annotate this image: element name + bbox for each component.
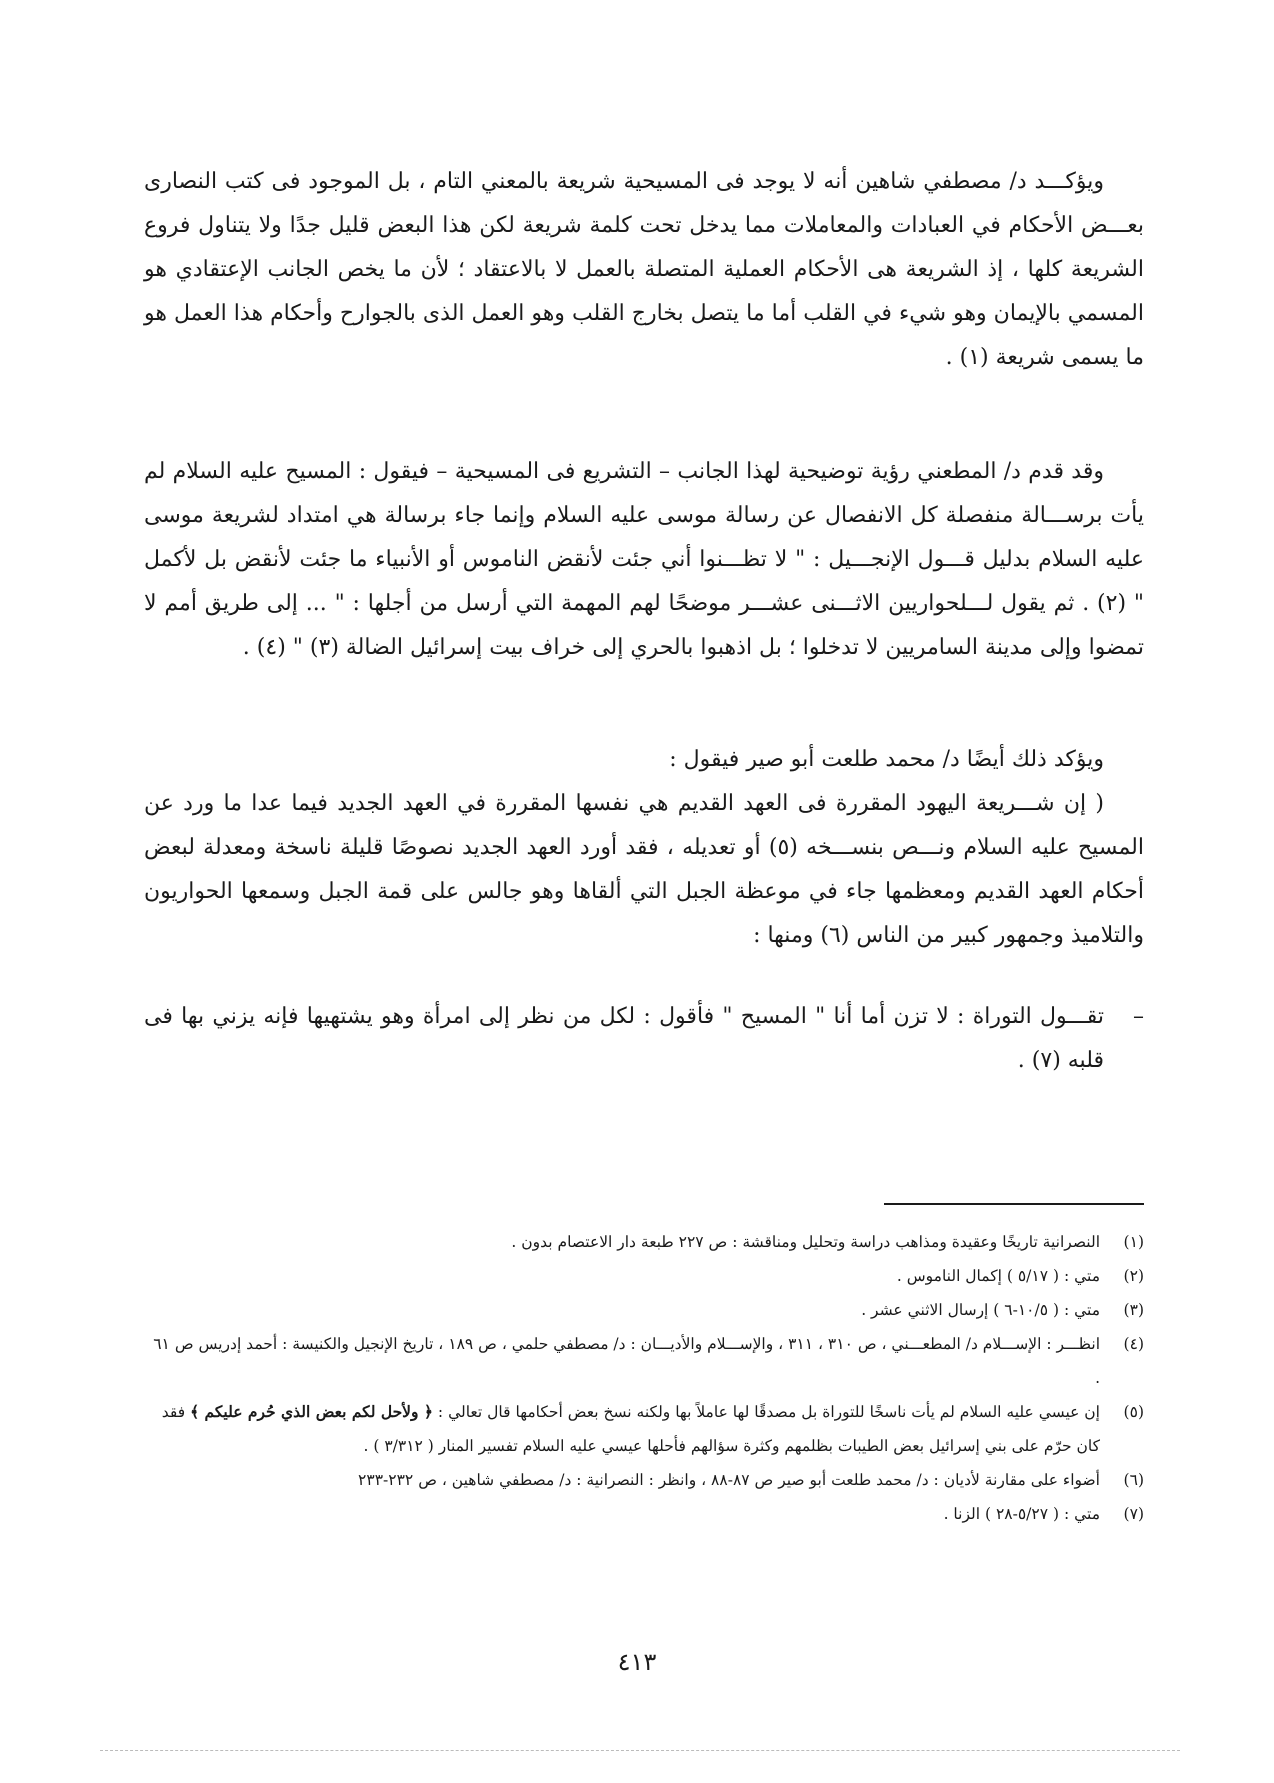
footnote-text: أضواء على مقارنة لأديان : د/ محمد طلعت أبو صير ص ٨٧-٨٨ ، وانظر : النصرانية : د/ مصطفي شاهين ، ص ٢٣٢-٢٣٣ bbox=[358, 1471, 1100, 1489]
footnote-7 bbox=[144, 1497, 1144, 1531]
footnotes-section bbox=[144, 1225, 1144, 1531]
paragraph-1 bbox=[144, 160, 1144, 380]
page-number: ٤١٣ bbox=[617, 1648, 657, 1676]
footnote-text-before: إن عيسي عليه السلام لم يأت ناسخًا للتوراة بل مصدقًا لها عاملاً بها ولكنه نسخ بعض أحكامها قال تعالي : bbox=[437, 1403, 1100, 1421]
dash-list-item bbox=[144, 995, 1144, 1083]
paragraph-3-text: ويؤكد ذلك أيضًا د/ محمد طلعت أبو صير فيقول : bbox=[669, 747, 1104, 772]
dash-bullet: – bbox=[1133, 1004, 1144, 1029]
footnote-text-after: فقد كان حرّم على بني إسرائيل بعض الطيبات بظلمهم وكثرة سؤالهم فأحلها عيسي عليه السلام تفسير المنار ( ٣/٣١٢ ) . bbox=[161, 1403, 1100, 1455]
bottom-scan-artifact bbox=[100, 1750, 1180, 1753]
footnote-text: متي : ( ١٠/٥-٦ ) إرسال الاثني عشر . bbox=[861, 1301, 1100, 1319]
footnote-1 bbox=[144, 1225, 1144, 1259]
paragraph-2-text: وقد قدم د/ المطعني رؤية توضيحية لهذا الجانب – التشريع فى المسيحية – فيقول : المسيح عليه السلام لم يأت برســـالة منفصلة كل الانفصال عن رسالة موسى عليه السلام وإنما جاء برسالة هي امتداد لشريعة موسى عليه السلام بدليل قـــول الإنجـــيل : " لا تظـــنوا أني جئت لأنقض الناموس أو الأنبياء ما جئت لأنقض بل لأكمل " (٢) . ثم يقول لـــلحواريين الاثـــنى عشـــر موضحًا لهم المهمة التي أرسل من أجلها : " ... إلى طريق أمم لا تمضوا وإلى مدينة السامريين لا تدخلوا ؛ بل اذهبوا بالحري إلى خراف بيت إسرائيل الضالة (٣) " (٤) . bbox=[144, 459, 1145, 660]
footnote-5 bbox=[144, 1395, 1144, 1463]
footnote-text: متي : ( ٥/١٧ ) إكمال الناموس . bbox=[896, 1267, 1100, 1285]
footnote-number: (٣) bbox=[1123, 1301, 1144, 1319]
footnote-text: انظـــر : الإســـلام د/ المطعـــني ، ص ٣١٠ ، ٣١١ ، والإســـلام والأديـــان : د/ مصطفي حلمي ، ص ١٨٩ ، تاريخ الإنجيل والكنيسة : أحمد إدريس ص ٦١ . bbox=[153, 1335, 1100, 1387]
footnote-separator bbox=[884, 1203, 1144, 1205]
dash-item-text: تقـــول التوراة : لا تزن أما أنا " المسيح " فأقول : لكل من نظر إلى امرأة وهو يشتهيها فإنه يزني بها فى قلبه (٧) . bbox=[144, 1004, 1104, 1073]
footnote-number: (٢) bbox=[1123, 1267, 1144, 1285]
footnote-number: (٤) bbox=[1123, 1335, 1144, 1353]
paragraph-1-text: ويؤكـــد د/ مصطفي شاهين أنه لا يوجد فى المسيحية شريعة بالمعني التام ، بل الموجود فى كتب النصارى بعـــض الأحكام في العبادات والمعاملات مما يدخل تحت كلمة شريعة لكن هذا البعض قليل جدًا ولا يتناول فروع الشريعة كلها ، إذ الشريعة هى الأحكام العملية المتصلة بالعمل لا بالاعتقاد ؛ لأن ما يخص الجانب الإعتقادي هو المسمي بالإيمان وهو شيء في القلب أما ما يتصل بخارج القلب وهو العمل الذى بالجوارح وأحكام هذا العمل هو ما يسمى شريعة (١) . bbox=[144, 169, 1144, 370]
paragraph-3 bbox=[144, 738, 1144, 782]
footnote-3 bbox=[144, 1293, 1144, 1327]
paragraph-4-quote bbox=[144, 782, 1144, 958]
footnote-number: (٥) bbox=[1123, 1403, 1144, 1421]
footnote-number: (٧) bbox=[1123, 1505, 1144, 1523]
footnote-number: (٦) bbox=[1123, 1471, 1144, 1489]
quran-verse: ﴿ ولأحل لكم بعض الذي حُرم عليكم ﴾ bbox=[190, 1402, 433, 1421]
footnote-2 bbox=[144, 1259, 1144, 1293]
footnote-number: (١) bbox=[1123, 1233, 1144, 1251]
footnote-6 bbox=[144, 1463, 1144, 1497]
paragraph-2 bbox=[144, 450, 1144, 670]
paragraph-5-dash-item bbox=[144, 995, 1144, 1083]
footnote-text: النصرانية تاريخًا وعقيدة ومذاهب دراسة وتحليل ومناقشة : ص ٢٢٧ طبعة دار الاعتصام بدون . bbox=[511, 1233, 1100, 1251]
paragraph-4-text: ( إن شـــريعة اليهود المقررة فى العهد القديم هي نفسها المقررة في العهد الجديد فيما عدا ما ورد عن المسيح عليه السلام ونـــص بنســـخه (٥) أو تعديله ، فقد أورد العهد الجديد نصوصًا قليلة ناسخة ومعدلة لبعض أحكام العهد القديم ومعظمها جاء في موعظة الجبل التي ألقاها وهو جالس على قمة الجبل وسمعها الحواريون والتلاميذ وجمهور كبير من الناس (٦) ومنها : bbox=[144, 791, 1144, 948]
footnote-4 bbox=[144, 1327, 1144, 1395]
footnote-text: متي : ( ٥/٢٧-٢٨ ) الزنا . bbox=[943, 1505, 1100, 1523]
